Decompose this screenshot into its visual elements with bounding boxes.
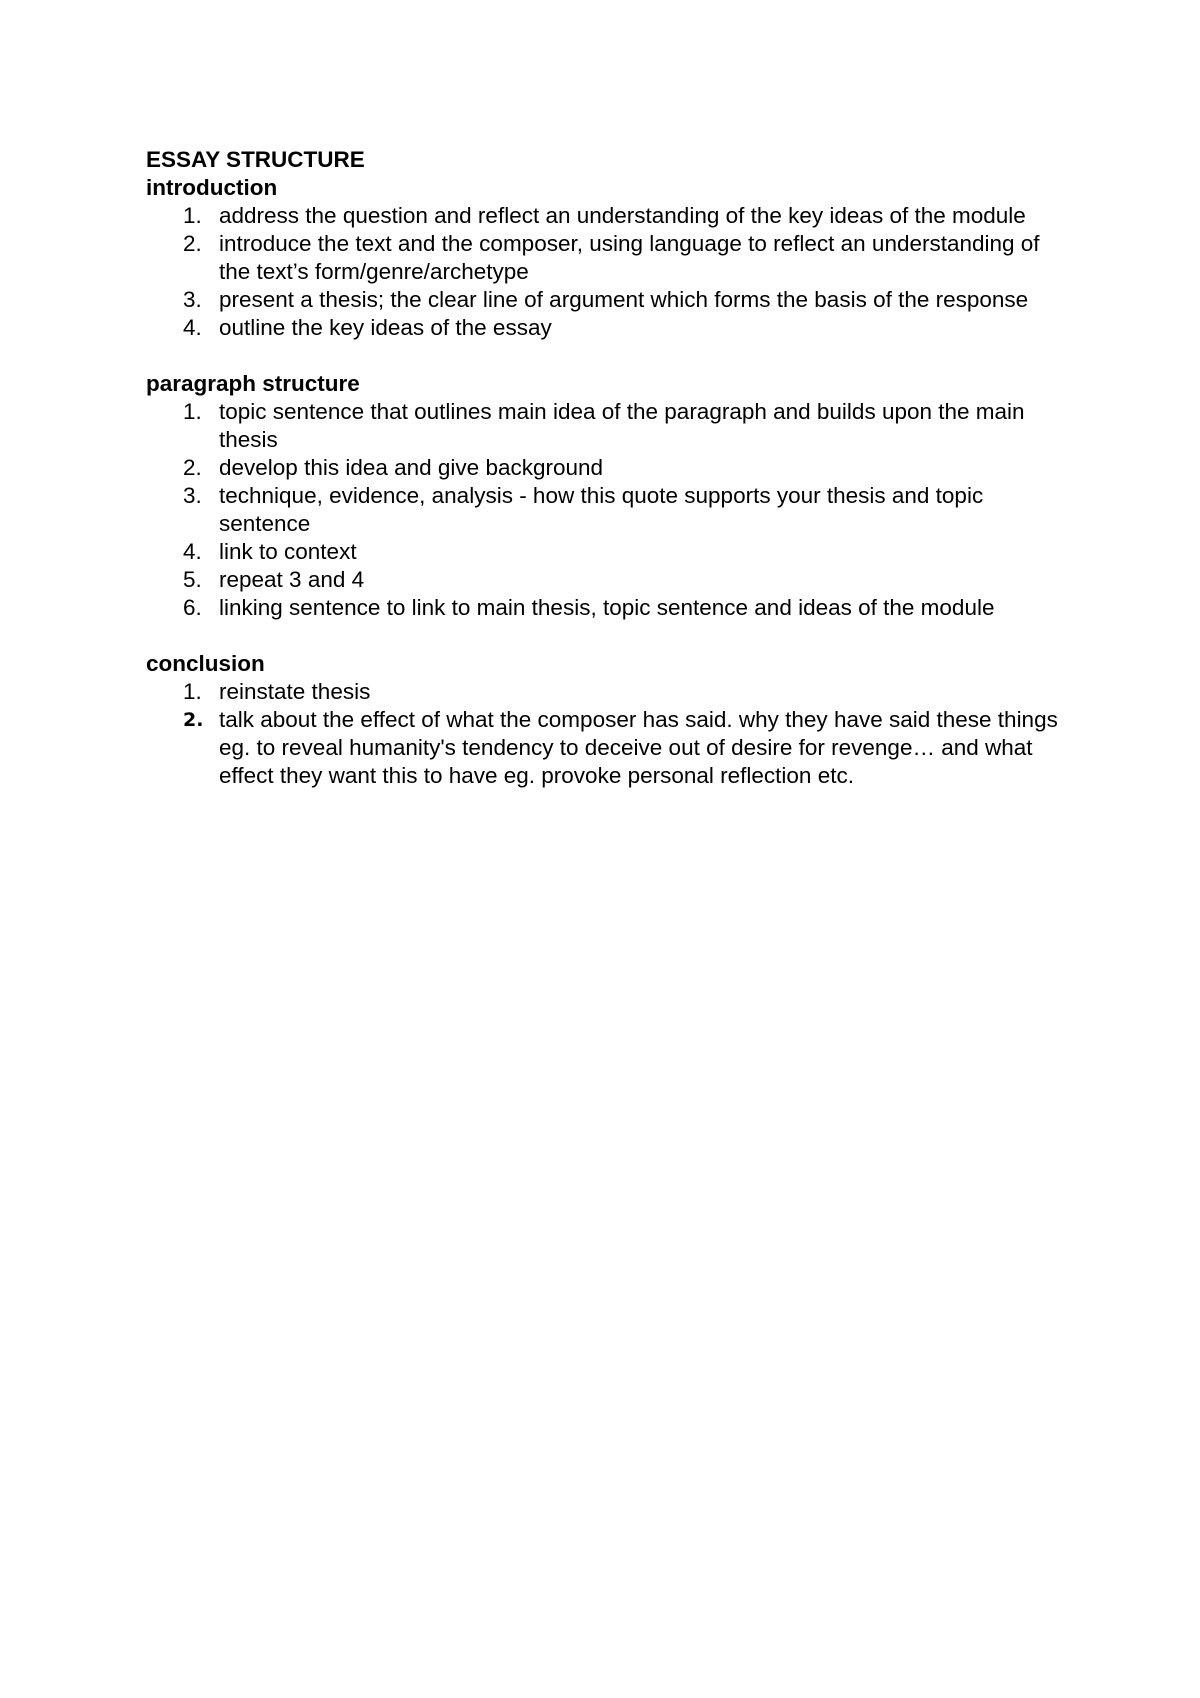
list-item-text: topic sentence that outlines main idea of the paragraph and builds upon the main thesis — [219, 399, 1025, 452]
list-item — [146, 566, 1076, 594]
numbered-list — [146, 678, 1076, 790]
list-item-text: reinstate thesis — [219, 679, 371, 704]
section-conclusion — [146, 650, 1076, 790]
list-number: 1. — [183, 203, 202, 228]
list-number: 2. — [183, 231, 202, 256]
list-item-text: outline the key ideas of the essay — [219, 315, 552, 340]
list-item — [146, 202, 1076, 230]
list-item — [146, 314, 1076, 342]
list-number: 4. — [183, 315, 202, 340]
list-number: 3. — [183, 483, 202, 508]
list-item — [146, 454, 1076, 482]
list-number: 3. — [183, 287, 202, 312]
list-item — [146, 678, 1076, 706]
list-item — [146, 538, 1076, 566]
list-item — [146, 286, 1076, 314]
list-number: 4. — [183, 539, 202, 564]
section-heading: conclusion — [146, 651, 265, 676]
list-item — [146, 706, 1076, 790]
list-item — [146, 482, 1076, 538]
list-item-text: repeat 3 and 4 — [219, 567, 365, 592]
document-title: ESSAY STRUCTURE — [146, 147, 365, 172]
list-item-text: present a thesis; the clear line of argument which forms the basis of the response — [219, 287, 1029, 312]
list-item-text: develop this idea and give background — [219, 455, 604, 480]
list-number: 1. — [183, 399, 202, 424]
list-item — [146, 398, 1076, 454]
list-number: 1. — [183, 679, 202, 704]
list-item-text: linking sentence to link to main thesis, topic sentence and ideas of the module — [219, 595, 995, 620]
list-item-text: address the question and reflect an understanding of the key ideas of the module — [219, 203, 1026, 228]
list-item-text: talk about the effect of what the composer has said. why they have said these things eg. to reveal humanity's tendency to deceive out of desire for revenge… and what effect they want this to have eg. provoke personal reflection etc. — [219, 707, 1058, 788]
list-item-text: introduce the text and the composer, using language to reflect an understanding of the text’s form/genre/archetype — [219, 231, 1040, 284]
section-paragraph-structure — [146, 370, 1076, 622]
list-number: 5. — [183, 567, 202, 592]
list-item-text: technique, evidence, analysis - how this quote supports your thesis and topic sentence — [219, 483, 984, 536]
document-content — [146, 146, 1076, 790]
list-number: 6. — [183, 595, 202, 620]
numbered-list — [146, 202, 1076, 342]
section-introduction — [146, 174, 1076, 342]
list-item-text: link to context — [219, 539, 357, 564]
list-number: 2. — [183, 455, 202, 480]
section-heading: introduction — [146, 175, 278, 200]
numbered-list — [146, 398, 1076, 622]
list-number: 2. — [183, 709, 204, 731]
list-item — [146, 594, 1076, 622]
section-heading: paragraph structure — [146, 371, 360, 396]
list-item — [146, 230, 1076, 286]
